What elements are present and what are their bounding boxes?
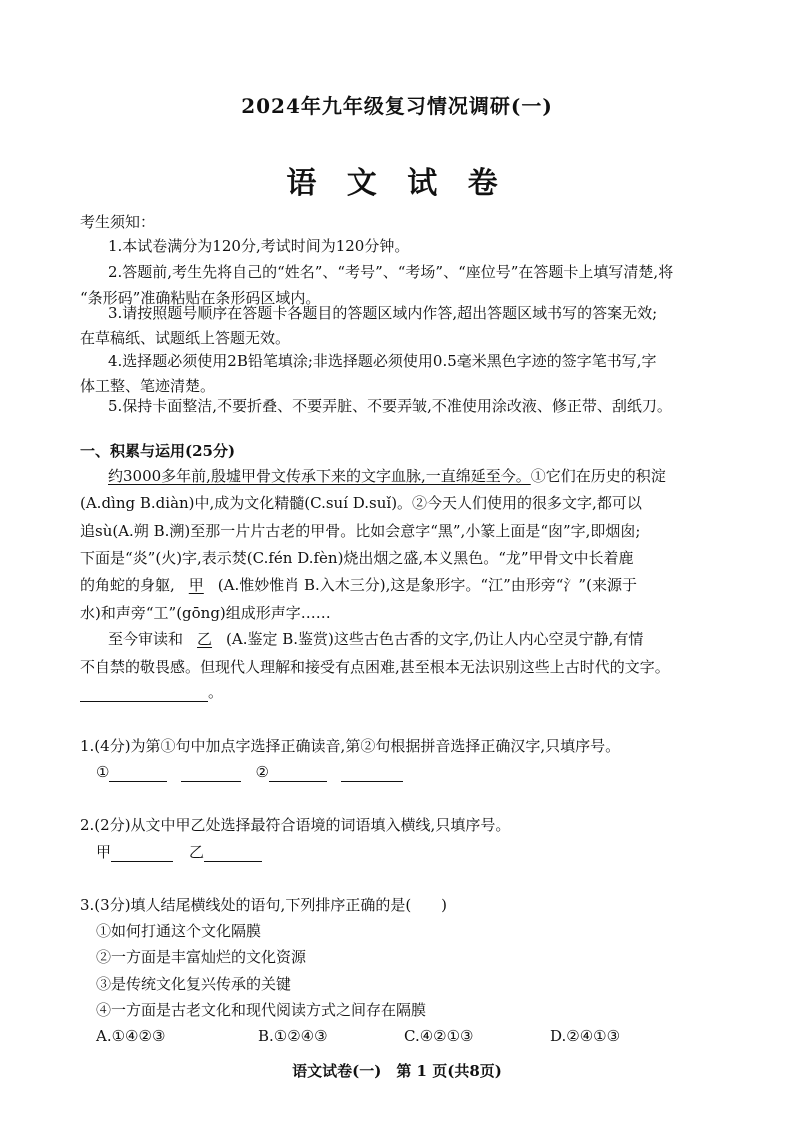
notice-item: 3.请按照题号顺序在答题卡各题目的答题区域内作答,超出答题区域书写的答案无效; [108, 304, 658, 322]
page-footer: 语文试卷(一) 第 1 页(共8页) [292, 1062, 502, 1080]
q3-item: ①如何打通这个文化隔膜 [96, 922, 262, 940]
question-1: 1.(4分)为第①句中加点字选择正确读音,第②句根据拼音选择正确汉字,只填序号。 [80, 737, 621, 755]
passage-text: (A.惟妙惟肖 B.入木三分),这是象形字。“江”由形旁“氵”(来源于 [217, 576, 637, 594]
notice-item: 2.答题前,考生先将自己的“姓名”、“考号”、“考场”、“座位号”在答题卡上填写清楚,将 [108, 263, 674, 281]
passage-line-6: 水)和声旁“工”(gōng)组成形声字…… [80, 604, 331, 622]
passage-text: 。 [208, 683, 224, 701]
answer-blank-end[interactable] [80, 685, 208, 702]
q1-blank[interactable] [269, 765, 327, 782]
blank-yi[interactable]: 乙 [197, 630, 213, 648]
passage-text: 至今审读和 [108, 630, 184, 648]
q3-option-d[interactable]: D.②④①③ [550, 1027, 621, 1045]
q1-label-1: ① [96, 763, 110, 781]
passage-line-5 [80, 575, 637, 595]
passage-line-2: (A.dìng B.diàn)中,成为文化精髓(C.suí D.suǐ)。②今天人们使用的很多文字,都可以 [80, 494, 642, 512]
notice-item: 5.保持卡面整洁,不要折叠、不要弄脏、不要弄皱,不准使用涂改液、修正带、刮纸刀。 [108, 397, 672, 415]
q1-blank[interactable] [181, 765, 241, 782]
q1-answer-row [96, 762, 403, 782]
passage-text: 的角蛇的身躯, [80, 576, 175, 594]
passage-underlined-sentence: 约3000多年前,殷墟甲骨文传承下来的文字血脉,一直绵延至今。 [108, 467, 531, 485]
q1-label-2: ② [255, 763, 269, 781]
q3-option-b[interactable]: B.①②④③ [258, 1027, 328, 1045]
exam-title: 2024年九年级复习情况调研(一) [241, 94, 553, 118]
passage-line-8: 不自禁的敬畏感。但现代人理解和接受有点困难,甚至根本无法识别这些上古时代的文字。 [80, 658, 670, 676]
subject-title: 语 文 试 卷 [286, 166, 508, 201]
passage-line-3: 追sù(A.朔 B.溯)至那一片片古老的甲骨。比如会意字“黑”,小篆上面是“囱”字,即烟囱; [80, 522, 641, 540]
section-heading: 一、积累与运用(25分) [80, 442, 236, 460]
notice-item: 在草稿纸、试题纸上答题无效。 [80, 329, 291, 347]
notice-item: 4.选择题必须使用2B铅笔填涂;非选择题必须使用0.5毫米黑色字迹的签字笔书写,字 [108, 352, 657, 370]
passage-text: (A.鉴定 B.鉴赏)这些古色古香的文字,仍让人内心空灵宁静,有情 [226, 630, 644, 648]
notice-item: “条形码”准确粘贴在条形码区域内。 [80, 289, 321, 307]
q2-blank-jia[interactable] [111, 845, 173, 862]
q2-answer-row [96, 842, 262, 862]
q2-label-jia: 甲 [96, 843, 112, 861]
passage-line-4: 下面是“炎”(火)字,表示焚(C.fén D.fèn)烧出烟之盛,本义黑色。“龙”甲骨文中长着鹿 [80, 549, 634, 567]
q3-option-a[interactable]: A.①④②③ [96, 1027, 166, 1045]
passage-text: ①它们在历史的积淀 [530, 467, 666, 485]
q3-item: ③是传统文化复兴传承的关键 [96, 975, 292, 993]
question-3: 3.(3分)填人结尾横线处的语句,下列排序正确的是( ) [80, 896, 448, 914]
passage-line-9 [80, 682, 223, 702]
q3-option-c[interactable]: C.④②①③ [404, 1027, 474, 1045]
notice-heading: 考生须知： [80, 213, 156, 231]
passage-line-1 [108, 466, 666, 486]
q1-blank[interactable] [109, 765, 167, 782]
q2-blank-yi[interactable] [204, 845, 262, 862]
notice-item: 1.本试卷满分为120分,考试时间为120分钟。 [108, 237, 410, 255]
blank-jia[interactable]: 甲 [188, 576, 204, 594]
q1-blank[interactable] [341, 765, 403, 782]
q2-label-yi: 乙 [189, 843, 205, 861]
q3-item: ②一方面是丰富灿烂的文化资源 [96, 948, 307, 966]
notice-item: 体工整、笔迹清楚。 [80, 377, 216, 395]
passage-line-7 [108, 629, 643, 649]
q3-item: ④一方面是古老文化和现代阅读方式之间存在隔膜 [96, 1001, 427, 1019]
question-2: 2.(2分)从文中甲乙处选择最符合语境的词语填入横线,只填序号。 [80, 816, 511, 834]
